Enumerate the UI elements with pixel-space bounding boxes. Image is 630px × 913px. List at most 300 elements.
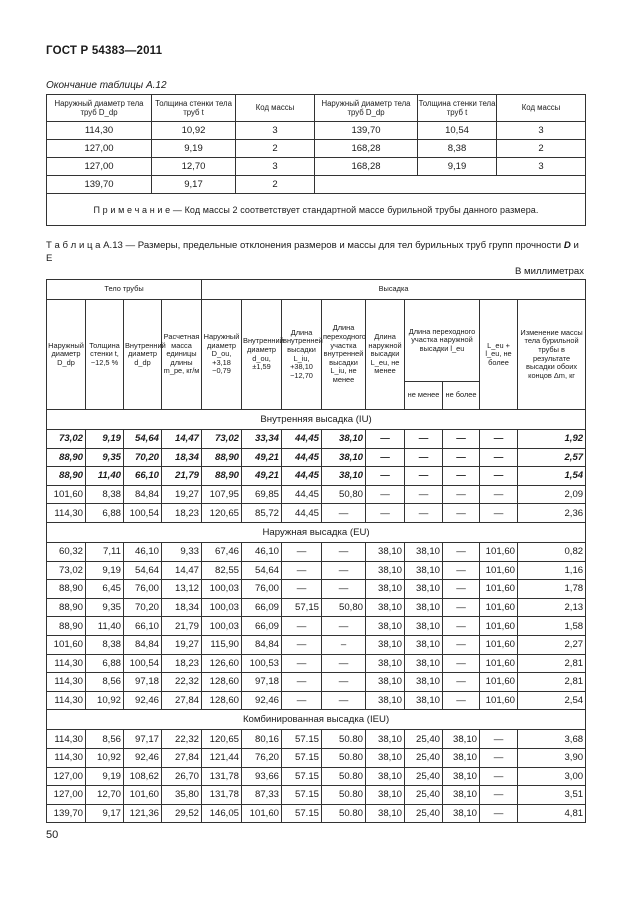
a13-cell: 115,90 [202,635,242,654]
a13-cell: 101,60 [47,635,86,654]
a13-cell: 8,56 [86,673,124,692]
a13-cell: 100,03 [202,598,242,617]
a13-cell: 100,54 [124,504,162,523]
a13-cell: 66,10 [124,467,162,486]
a13-cell: 101,60 [480,617,518,636]
a13-col-header: Наружный диаметр D_dp [47,300,86,410]
a13-cell: 3,68 [518,730,586,749]
a13-cell: — [282,580,322,599]
a13-sub-header-min: не менее [405,382,443,410]
a13-cell: 9,19 [86,767,124,786]
a13-cell: 54,64 [124,430,162,449]
a13-cell: 38,10 [405,561,443,580]
a13-cell: — [366,504,405,523]
a13-col-header: Расчетная масса единицы длины m_pe, кг/м [162,300,202,410]
a13-cell: — [443,485,480,504]
a13-cell: 101,60 [480,673,518,692]
a13-cell: 57.15 [282,786,322,805]
a13-cell: 7,11 [86,542,124,561]
a13-col-header: Длина переходного участка внутренней высадки L_iu, не менее [322,300,366,410]
a13-cell: 46,10 [242,542,282,561]
document-code: ГОСТ Р 54383—2011 [46,45,163,57]
table-a12-header-row [47,95,586,122]
a13-cell: — [405,504,443,523]
a13-cell: — [443,673,480,692]
a13-cell: 101,60 [124,786,162,805]
a13-cell: — [443,617,480,636]
a13-cell: — [480,767,518,786]
a12-cell: 2 [497,140,586,158]
a13-cell: 25,40 [405,767,443,786]
a13-cell: 1,78 [518,580,586,599]
a13-cell: 84,84 [124,635,162,654]
a13-cell: — [480,804,518,823]
a13-cell: 88,90 [47,617,86,636]
a13-section-row [47,410,586,430]
a13-cell: 3,51 [518,786,586,805]
a13-cell: 50.80 [322,804,366,823]
a13-cell: 38,10 [405,598,443,617]
a12-cell: 10,92 [152,122,236,140]
a13-cell: 19,27 [162,635,202,654]
a13-cell: — [322,580,366,599]
a13-row [47,673,586,692]
a13-section-row [47,522,586,542]
a13-cell: 44,45 [282,448,322,467]
a13-cell: 25,40 [405,748,443,767]
a13-cell: 38,10 [366,542,405,561]
a13-cell: — [443,635,480,654]
a13-cell: — [322,561,366,580]
a13-cell: 127,00 [47,767,86,786]
a12-note: П р и м е ч а н и е — Код массы 2 соответствует стандартной массе бурильной трубы данного размера. [47,194,586,226]
a13-cell: — [282,542,322,561]
a13-cell: 8,56 [86,730,124,749]
a13-cell: — [443,542,480,561]
a13-cell: 101,60 [480,691,518,710]
a13-cell: 50,80 [322,485,366,504]
a13-cell: — [282,654,322,673]
a13-cell: 44,45 [282,504,322,523]
a13-cell: 97,17 [124,730,162,749]
a13-row [47,542,586,561]
a13-row [47,730,586,749]
a13-cell: 2,54 [518,691,586,710]
a13-cell: 54,64 [124,561,162,580]
a13-cell: — [366,467,405,486]
a13-cell: — [282,673,322,692]
a13-cell: 25,40 [405,786,443,805]
a13-cell: 69,85 [242,485,282,504]
a13-cell: — [322,617,366,636]
a13-cell: 6,45 [86,580,124,599]
a13-cell: 73,02 [47,561,86,580]
a13-cell: 84,84 [124,485,162,504]
a13-cell: — [480,467,518,486]
a12-header-cell: Толщина стенки тела труб t [418,95,497,122]
a13-col-header: Изменение массы тела бурильной трубы в результате высадки обоих концов Δm, кг [518,300,586,410]
a13-cell: 2,81 [518,673,586,692]
a13-cell: 29,52 [162,804,202,823]
a12-cell: 3 [236,158,315,176]
a13-cell: 97,18 [242,673,282,692]
a13-cell: 121,36 [124,804,162,823]
a13-cell: 38,10 [405,617,443,636]
a13-cell: 127,00 [47,786,86,805]
a13-cell: — [443,448,480,467]
a13-cell: 67,46 [202,542,242,561]
a13-cell: 101,60 [47,485,86,504]
a13-cell: 27,84 [162,748,202,767]
a13-cell: 25,40 [405,804,443,823]
a13-cell: 88,90 [47,598,86,617]
a13-cell: 120,65 [202,504,242,523]
a12-cell: 168,28 [315,158,418,176]
a13-cell: 38,10 [405,673,443,692]
a13-cell: 2,09 [518,485,586,504]
a13-cell: 11,40 [86,617,124,636]
a13-cell: 57.15 [282,767,322,786]
a12-header-cell: Наружный диаметр тела труб D_dp [47,95,152,122]
a13-col-header: Длина переходного участка наружной высадки l_eu [405,300,480,382]
a12-row [47,176,586,194]
a13-cell: 10,92 [86,748,124,767]
a13-cell: 22,32 [162,730,202,749]
a13-cell: 73,02 [47,430,86,449]
a12-cell: 139,70 [47,176,152,194]
a13-cell: 114,30 [47,504,86,523]
a13-cell: — [322,673,366,692]
a13-cell: 57.15 [282,730,322,749]
a13-cell: 21,79 [162,617,202,636]
a13-cell: 21,79 [162,467,202,486]
a13-cell: 50.80 [322,767,366,786]
a13-cell: 50.80 [322,786,366,805]
a13-cell: 108,62 [124,767,162,786]
a13-cell: 3,90 [518,748,586,767]
body-group-header: Тело трубы [47,280,202,300]
a13-cell: 146,05 [202,804,242,823]
a13-cell: 1,16 [518,561,586,580]
a13-cell: 101,60 [480,654,518,673]
a13-cell: 49,21 [242,448,282,467]
a13-cell: 100,03 [202,617,242,636]
a13-cell: 2,36 [518,504,586,523]
a13-row [47,485,586,504]
a13-cell: — [443,467,480,486]
a13-cell: 38,10 [405,691,443,710]
a13-cell: 100,54 [124,654,162,673]
a13-cell: 114,30 [47,748,86,767]
a13-cell: 38,10 [366,691,405,710]
a13-cell: 18,34 [162,448,202,467]
a13-row [47,561,586,580]
a13-cell: 19,27 [162,485,202,504]
a13-cell: 101,60 [480,598,518,617]
a12-note-row [47,194,586,226]
a13-cell: 57.15 [282,748,322,767]
a13-cell: 70,20 [124,448,162,467]
a13-cell: 33,34 [242,430,282,449]
a13-cell: — [282,561,322,580]
a13-cell: 4,81 [518,804,586,823]
a13-cell: 57.15 [282,804,322,823]
a13-cell: 44,45 [282,485,322,504]
a13-cell: 9,19 [86,561,124,580]
a13-cell: 57,15 [282,598,322,617]
a13-cell: 22,32 [162,673,202,692]
a13-cell: 38,10 [366,730,405,749]
a13-cell: — [480,430,518,449]
a13-row [47,430,586,449]
a13-cell: 2,27 [518,635,586,654]
a13-cell: — [443,580,480,599]
a12-cell: 3 [236,122,315,140]
a13-cell: — [322,542,366,561]
caption-text: Т а б л и ц а А.13 — Размеры, предельные отклонения размеров и массы для тел бурильных труб групп прочности [46,240,562,251]
a13-cell: 38,10 [366,635,405,654]
a13-cell: 25,40 [405,730,443,749]
a12-cell: 114,30 [47,122,152,140]
a13-cell: — [322,654,366,673]
a12-empty-cell [315,176,586,194]
a12-cell: 3 [497,122,586,140]
a13-section-title: Комбинированная высадка (IEU) [47,710,586,730]
a13-cell: 100,53 [242,654,282,673]
a13-cell: 88,90 [202,467,242,486]
a13-cell: — [480,485,518,504]
a13-row [47,504,586,523]
a13-cell: 60,32 [47,542,86,561]
a13-cell: — [443,430,480,449]
a13-cell: 70,20 [124,598,162,617]
a12-row [47,122,586,140]
a13-cell: 35,80 [162,786,202,805]
a13-cell: 120,65 [202,730,242,749]
a13-cell: 38,10 [366,748,405,767]
a13-cell: 27,84 [162,691,202,710]
a13-cell: 38,10 [322,448,366,467]
a13-cell: 10,92 [86,691,124,710]
a13-cell: 6,88 [86,654,124,673]
a13-cell: 38,10 [366,561,405,580]
a13-cell: 9,33 [162,542,202,561]
a12-cell: 8,38 [418,140,497,158]
a13-section-title: Наружная высадка (EU) [47,522,586,542]
a13-cell: 38,10 [405,635,443,654]
a13-col-header: Наружный диаметр D_ou, +3,18 −0,79 [202,300,242,410]
a13-cell: 1,54 [518,467,586,486]
a13-cell: — [322,691,366,710]
a13-cell: 85,72 [242,504,282,523]
units-label: В миллиметрах [514,266,584,277]
a13-cell: 87,33 [242,786,282,805]
a13-cell: 128,60 [202,673,242,692]
a13-cell: 3,00 [518,767,586,786]
a13-cell: 66,10 [124,617,162,636]
a13-cell: — [443,691,480,710]
a13-cell: 114,30 [47,673,86,692]
a13-cell: 92,46 [124,748,162,767]
a13-cell: 2,81 [518,654,586,673]
a12-cell: 9,19 [418,158,497,176]
caption-group-d: D [563,240,571,251]
a13-cell: 38,10 [366,654,405,673]
a13-column-header-row [47,300,586,382]
a13-cell: 121,44 [202,748,242,767]
a13-cell: — [366,430,405,449]
a13-cell: — [322,504,366,523]
a13-cell: 38,10 [443,748,480,767]
a13-cell: 82,55 [202,561,242,580]
a13-row [47,617,586,636]
a13-cell: — [480,448,518,467]
a13-cell: 11,40 [86,467,124,486]
a13-cell: — [405,430,443,449]
a13-cell: 2,57 [518,448,586,467]
a13-cell: 12,70 [86,786,124,805]
a13-cell: 100,03 [202,580,242,599]
a13-cell: — [443,654,480,673]
a12-cell: 3 [497,158,586,176]
a13-cell: 38,10 [443,767,480,786]
a12-cell: 168,28 [315,140,418,158]
a13-col-header: Длина внутренней высадки L_iu, +38,10 −12,70 [282,300,322,410]
a12-cell: 127,00 [47,158,152,176]
a13-cell: — [282,635,322,654]
a13-col-header: Внутренний диаметр d_dp [124,300,162,410]
table-a13 [46,279,586,823]
a13-col-header: Внутренний диаметр d_ou, ±1,59 [242,300,282,410]
a13-cell: 76,00 [242,580,282,599]
a12-header-cell: Код массы [497,95,586,122]
a13-cell: 6,88 [86,504,124,523]
a13-cell: 38,10 [366,598,405,617]
a13-cell: — [282,691,322,710]
a13-cell: 50.80 [322,748,366,767]
a13-cell: 1,58 [518,617,586,636]
a13-row [47,598,586,617]
a13-cell: — [480,504,518,523]
a12-header-cell: Наружный диаметр тела труб D_dp [315,95,418,122]
a13-cell: 38,10 [405,580,443,599]
a13-cell: 38,10 [366,673,405,692]
a13-cell: 66,09 [242,598,282,617]
a13-cell: 128,60 [202,691,242,710]
a13-cell: — [366,448,405,467]
a13-cell: 131,78 [202,786,242,805]
page-number: 50 [46,829,59,841]
a13-cell: 38,10 [405,654,443,673]
a13-cell: 8,38 [86,635,124,654]
a13-cell: — [405,485,443,504]
table-a12 [46,94,586,226]
a13-cell: 14,47 [162,430,202,449]
a13-cell: 9,35 [86,448,124,467]
a13-cell: 88,90 [202,448,242,467]
a13-cell: — [405,467,443,486]
a13-cell: 44,45 [282,430,322,449]
upset-group-header: Высадка [202,280,586,300]
a12-header-cell: Толщина стенки тела труб t [152,95,236,122]
a13-cell: 88,90 [47,580,86,599]
a13-cell: 18,23 [162,654,202,673]
a13-row [47,691,586,710]
a13-cell: — [443,561,480,580]
a13-cell: — [443,598,480,617]
a13-row [47,448,586,467]
a13-cell: 101,60 [480,580,518,599]
a13-cell: 38,10 [443,804,480,823]
a13-cell: 38,10 [322,430,366,449]
a13-row [47,654,586,673]
a13-row [47,767,586,786]
a13-cell: 9,35 [86,598,124,617]
a13-group-header-row [47,280,586,300]
a12-cell: 2 [236,176,315,194]
a13-cell: 84,84 [242,635,282,654]
a13-cell: 88,90 [47,448,86,467]
a13-cell: 107,95 [202,485,242,504]
a13-row [47,804,586,823]
a13-cell: 44,45 [282,467,322,486]
a13-section-title: Внутренняя высадка (IU) [47,410,586,430]
a12-cell: 12,70 [152,158,236,176]
a13-row [47,786,586,805]
a12-cell: 10,54 [418,122,497,140]
a13-cell: – [322,635,366,654]
a13-sub-header-max: не более [443,382,480,410]
a13-cell: 66,09 [242,617,282,636]
a13-cell: 13,12 [162,580,202,599]
a13-cell: — [405,448,443,467]
a13-cell: 18,34 [162,598,202,617]
a13-cell: 114,30 [47,730,86,749]
a13-row [47,748,586,767]
a13-row [47,635,586,654]
a12-row [47,158,586,176]
a13-cell: 139,70 [47,804,86,823]
a13-cell: 38,10 [366,767,405,786]
a13-col-header: Длина наружной высадки L_eu, не менее [366,300,405,410]
a13-cell: — [480,748,518,767]
a13-cell: 38,10 [366,804,405,823]
a13-cell: 8,38 [86,485,124,504]
a13-cell: 38,10 [366,580,405,599]
a13-cell: 38,10 [405,542,443,561]
a13-cell: 126,60 [202,654,242,673]
a13-cell: 101,60 [480,542,518,561]
table-a12-title: Окончание таблицы А.12 [46,80,167,91]
a13-cell: 80,16 [242,730,282,749]
a13-cell: 101,60 [242,804,282,823]
a13-cell: 131,78 [202,767,242,786]
a12-cell: 127,00 [47,140,152,158]
a13-cell: 9,19 [86,430,124,449]
a12-cell: 139,70 [315,122,418,140]
a13-cell: 0,82 [518,542,586,561]
a12-header-cell: Код массы [236,95,315,122]
a12-cell: 9,17 [152,176,236,194]
a13-cell: 46,10 [124,542,162,561]
a13-row [47,580,586,599]
a13-cell: 92,46 [124,691,162,710]
a13-cell: — [480,730,518,749]
a13-cell: 38,10 [443,786,480,805]
table-a13-caption [46,239,585,265]
a13-cell: — [366,485,405,504]
a13-cell: 18,23 [162,504,202,523]
